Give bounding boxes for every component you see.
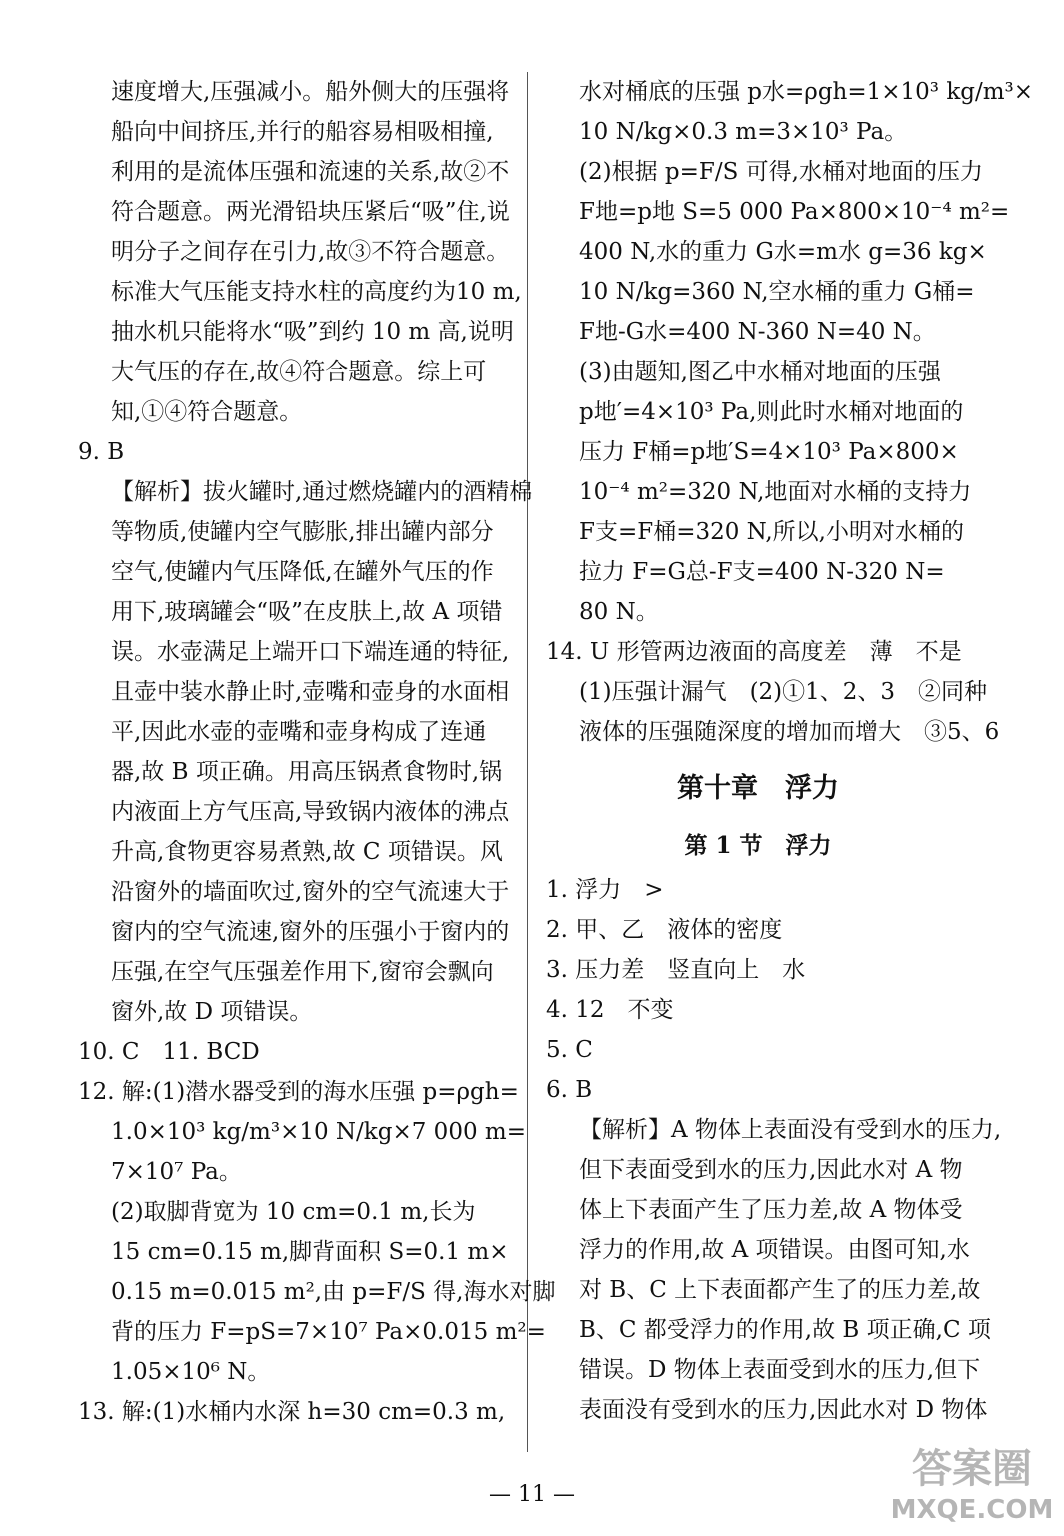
text-line: 1.0×10³ kg/m³×10 N/kg×7 000 m= xyxy=(111,1119,526,1145)
text-line: 压力 F桶=p地′S=4×10³ Pa×800× xyxy=(579,439,959,465)
text-line: 12. 解:(1)潜水器受到的海水压强 p=ρgh= xyxy=(78,1079,519,1105)
text-line: 对 B、C 上下表面都产生了的压力差,故 xyxy=(579,1277,981,1303)
text-line: 10 N/kg×0.3 m=3×10³ Pa。 xyxy=(579,119,908,145)
text-line: 拉力 F=G总-F支=400 N-320 N= xyxy=(579,559,945,585)
text-line: 表面没有受到水的压力,因此水对 D 物体 xyxy=(579,1397,988,1423)
text-line: 器,故 B 项正确。用高压锅煮食物时,锅 xyxy=(111,759,503,785)
text-line: (2)根据 p=F/S 可得,水桶对地面的压力 xyxy=(579,159,983,185)
text-line: 【解析】拔火罐时,通过燃烧罐内的酒精棉 xyxy=(111,479,533,505)
text-line: 内液面上方气压高,导致锅内液体的沸点 xyxy=(111,799,510,825)
text-line: 1.05×10⁶ N。 xyxy=(111,1359,271,1385)
text-line: 窗外,故 D 项错误。 xyxy=(111,999,313,1025)
text-line: 9. B xyxy=(78,439,125,465)
text-line: 10. C 11. BCD xyxy=(78,1039,260,1065)
left-column xyxy=(78,72,556,1432)
text-line: 2. 甲、乙 液体的密度 xyxy=(546,917,783,943)
text-line: 用下,玻璃罐会“吸”在皮肤上,故 A 项错 xyxy=(111,599,503,625)
text-line: 误。水壶满足上端开口下端连通的特征, xyxy=(111,639,510,665)
section-heading: 第 1 节 浮力 xyxy=(684,832,832,859)
text-line: 但下表面受到水的压力,因此水对 A 物 xyxy=(579,1157,963,1183)
text-line: 升高,食物更容易煮熟,故 C 项错误。风 xyxy=(111,839,503,865)
text-line: B、C 都受浮力的作用,故 B 项正确,C 项 xyxy=(579,1317,991,1343)
text-line: F支=F桶=320 N,所以,小明对水桶的 xyxy=(579,519,964,545)
text-line: 明分子之间存在引力,故③不符合题意。 xyxy=(111,239,510,265)
text-line: 0.15 m=0.015 m²,由 p=F/S 得,海水对脚 xyxy=(111,1279,556,1305)
text-line: 13. 解:(1)水桶内水深 h=30 cm=0.3 m, xyxy=(78,1399,506,1425)
text-line: 背的压力 F=pS=7×10⁷ Pa×0.015 m²= xyxy=(111,1319,546,1345)
text-line: 80 N。 xyxy=(579,599,659,625)
watermark-logo xyxy=(886,1434,1058,1530)
text-line: 7×10⁷ Pa。 xyxy=(111,1159,242,1185)
text-line: 浮力的作用,故 A 项错误。由图可知,水 xyxy=(579,1237,970,1263)
text-line: 压强,在空气压强差作用下,窗帘会飘向 xyxy=(111,959,494,985)
text-line: 知,①④符合题意。 xyxy=(111,399,303,425)
page-number: — 11 — xyxy=(489,1482,575,1507)
chapter-heading: 第十章 浮力 xyxy=(677,773,839,804)
text-line: 水对桶底的压强 p水=ρgh=1×10³ kg/m³× xyxy=(579,79,1034,105)
text-line: 速度增大,压强减小。船外侧大的压强将 xyxy=(111,79,510,105)
text-line: 窗内的空气流速,窗外的压强小于窗内的 xyxy=(111,919,510,945)
text-line: 利用的是流体压强和流速的关系,故②不 xyxy=(111,159,510,185)
text-line: 14. U 形管两边液面的高度差 薄 不是 xyxy=(546,639,962,665)
text-line: 15 cm=0.15 m,脚背面积 S=0.1 m× xyxy=(111,1239,509,1265)
text-line: p地′=4×10³ Pa,则此时水桶对地面的 xyxy=(579,399,964,425)
text-line: F地-G水=400 N-360 N=40 N。 xyxy=(579,319,936,345)
text-line: 6. B xyxy=(546,1077,593,1103)
text-line: 错误。D 物体上表面受到水的压力,但下 xyxy=(579,1357,981,1383)
text-line: (3)由题知,图乙中水桶对地面的压强 xyxy=(579,359,941,385)
text-line: 船向中间挤压,并行的船容易相吸相撞, xyxy=(111,119,494,145)
text-line: 抽水机只能将水“吸”到约 10 m 高,说明 xyxy=(111,319,514,345)
text-line: 400 N,水的重力 G水=m水 g=36 kg× xyxy=(579,239,987,265)
text-line: (2)取脚背宽为 10 cm=0.1 m,长为 xyxy=(111,1199,476,1225)
column-divider xyxy=(527,72,528,1452)
text-line: 10⁻⁴ m²=320 N,地面对水桶的支持力 xyxy=(579,479,972,505)
text-line: 标准大气压能支持水柱的高度约为10 m, xyxy=(111,279,522,305)
text-line: 5. C xyxy=(546,1037,593,1063)
text-line: 空气,使罐内气压降低,在罐外气压的作 xyxy=(111,559,494,585)
text-line: (1)压强计漏气 (2)①1、2、3 ②同种 xyxy=(579,679,988,705)
text-line: 3. 压力差 竖直向上 水 xyxy=(546,957,806,983)
text-line: 1. 浮力 > xyxy=(546,877,664,903)
text-line: 符合题意。两光滑铅块压紧后“吸”住,说 xyxy=(111,199,510,225)
text-line: 4. 12 不变 xyxy=(546,997,674,1023)
text-line: F地=p地 S=5 000 Pa×800×10⁻⁴ m²= xyxy=(579,199,1010,225)
text-line: 沿窗外的墙面吹过,窗外的空气流速大于 xyxy=(111,879,510,905)
text-line: 平,因此水壶的壶嘴和壶身构成了连通 xyxy=(111,719,487,745)
text-line: 液体的压强随深度的增加而增大 ③5、6 xyxy=(579,719,1000,745)
text-line: 大气压的存在,故④符合题意。综上可 xyxy=(111,359,487,385)
watermark-title: 答案圈 xyxy=(912,1446,1032,1492)
text-line: 体上下表面产生了压力差,故 A 物体受 xyxy=(579,1197,963,1223)
right-column xyxy=(546,72,1034,1430)
watermark-url: MXQE.COM xyxy=(890,1495,1054,1525)
text-line: 10 N/kg=360 N,空水桶的重力 G桶= xyxy=(579,279,975,305)
text-line: 【解析】A 物体上表面没有受到水的压力, xyxy=(579,1117,1002,1143)
text-line: 等物质,使罐内空气膨胀,排出罐内部分 xyxy=(111,519,494,545)
text-line: 且壶中装水静止时,壶嘴和壶身的水面相 xyxy=(111,679,510,705)
